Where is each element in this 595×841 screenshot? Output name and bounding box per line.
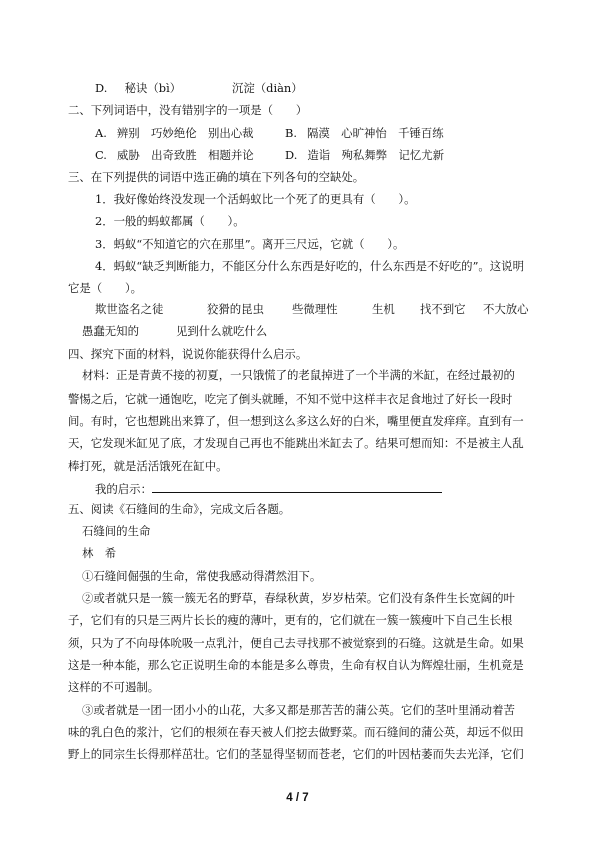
option-label: C. [95,148,107,162]
answer-blank-line[interactable] [152,480,442,493]
option-label: D. [285,148,298,162]
article-line: 味的乳白色的浆汁，它们的根须在春天被人们挖去做野菜。而石缝间的蒲公英，却远不似田 [68,725,524,739]
q3-item-1: 1．我好像始终没发现一个活蚂蚁比一个死了的更具有（ ）。 [95,192,416,206]
q2-option-c [95,148,254,163]
article-line: 这是一种本能，那么它正说明生命的本能是多么尊贵，生命有权自认为辉煌壮丽，生机竟是 [68,658,524,672]
article-line: 这样的不可遏制。 [68,680,160,694]
q4-material-line-2: 警惕之后，它就一通饱吃，吃完了倒头就睡，不知不觉中这样丰衣足食地过了好长一段时 [68,392,513,406]
choice-word: 生机 [372,302,395,316]
q4-material-line-4: 天，它发现米缸见了底，才发现自己再也不能跳出米缸去了。结果可想而知：不是被主人乱 [68,436,524,450]
option-label: A. [95,126,107,140]
choice-word: 些微理性 [292,302,338,316]
choice-word: 狡猾的昆虫 [207,302,264,316]
q5-stem: 五、阅读《石缝间的生命》，完成文后各题。 [68,502,291,516]
article-author: 林 希 [82,546,117,560]
q2-option-d [285,148,444,163]
option-label: B. [285,126,297,140]
article-line: 子，它们有的只是三两片长长的瘦的薄叶，更有的，它们就在一簇一簇瘦叶下自己生长根 [68,613,513,627]
article-title: 石缝间的生命 [82,524,151,538]
q4-answer [95,480,442,497]
q4-stem: 四、探究下面的材料，说说你能获得什么启示。 [68,347,308,361]
q4-material-line-5: 棒打死，就是活活饿死在缸中。 [68,459,228,473]
option-text: 威胁 出奇致胜 相题并论 [116,148,254,162]
q3-item-4: 4．蚂蚁“缺乏判断能力，不能区分什么东西是好吃的，什么东西是不好吃的”。这说明 [95,259,524,273]
option-text: 造诣 殉私舞弊 记忆尤新 [307,148,445,162]
q2-stem: 二、下列词语中，没有错别字的一项是（ ） [68,103,308,117]
choice-word: 愚蠢无知的 [82,324,139,338]
q3-item-4-cont: 它是（ ）。 [68,281,143,295]
option-text: 隔漠 心旷神怡 千锤百练 [307,126,444,140]
choice-word: 不大放心 [483,302,529,316]
option-text: 辨别 巧妙绝伦 别出心裁 [116,126,254,140]
q3-stem: 三、在下列提供的词语中选正确的填在下列各句的空缺处。 [68,170,365,184]
choice-word: 欺世盗名之徒 [95,302,164,316]
option-d-prev-word-2: 沉淀（diàn） [232,81,303,95]
article-line: 须，只为了不向母体吮吸一点乳汁，便自己去寻找那不被觉察到的石缝。这就是生命。如果 [68,636,524,650]
option-d-prev [95,81,181,96]
q2-option-b [285,126,444,141]
q3-item-2: 2．一般的蚂蚁都属（ ）。 [95,214,245,228]
q4-material-line-1: 材料：正是青黄不接的初夏，一只饿慌了的老鼠掉进了一个半满的米缸，在经过最初的 [82,368,515,382]
article-paragraph-3: ③或者就是一团一团小小的山花，大多又都是那苦苦的蒲公英。它们的茎叶里涌动着苦 [82,703,515,717]
q3-choices-row-2 [82,324,382,339]
answer-label: 我的启示： [95,482,152,496]
page-number: 4 / 7 [286,792,309,804]
option-word-1: 秘诀（bì） [124,81,182,95]
q3-item-3: 3．蚂蚁“不知道它的穴在那里”。离开三尺远，它就（ ）。 [95,237,405,251]
choice-word: 找不到它 [420,302,466,316]
article-paragraph-2: ②或者就只是一簇一簇无名的野草，春绿秋黄，岁岁枯荣。它们没有条件生长宽阔的叶 [82,591,515,605]
option-label: D. [95,81,108,95]
q3-choices-row-1 [95,302,535,317]
q2-option-a [95,126,254,141]
choice-word: 见到什么就吃什么 [176,324,268,338]
q4-material-line-3: 间。有时，它也想跳出来算了，但一想到这么多这么好的白米，嘴里便直发痒痒。直到有一 [68,414,524,428]
article-line: 野上的同宗生长得那样茁壮。它们的茎显得坚韧而苍老，它们的叶因枯萎而失去光泽，它们 [68,747,524,761]
article-paragraph-1: ①石缝间倔强的生命，常使我感动得潸然泪下。 [82,569,322,583]
